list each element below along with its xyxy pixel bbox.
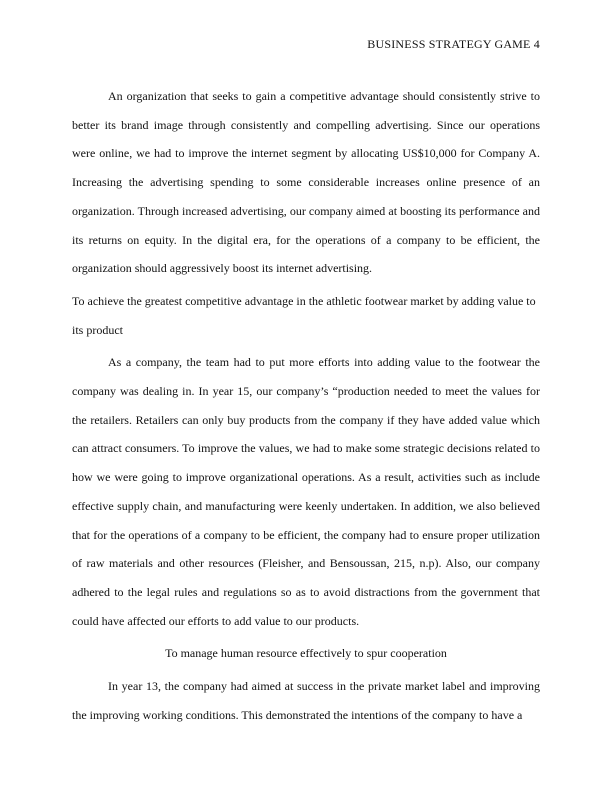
document-body <box>72 82 540 729</box>
paragraph-advertising: An organization that seeks to gain a competitive advantage should consistently strive to better its brand image through consistently and compelling advertising. Since our operations were online, we had to improve the internet segment by allocating US$10,000 for Company A. Increasing the advertising spending to some considerable increases online presence of an organization. Through increased advertising, our company aimed at boosting its performance and its returns on equity. In the digital era, for the operations of a company to be efficient, the organization should aggressively boost its internet advertising. <box>72 89 540 276</box>
section-heading-human-resource: To manage human resource effectively to spur cooperation <box>165 646 447 661</box>
paragraph-year-13: In year 13, the company had aimed at success in the private market label and improving the improving working conditions. This demonstrated the intentions of the company to have a <box>72 679 540 722</box>
paragraph-adding-value: As a company, the team had to put more efforts into adding value to the footwear the company was dealing in. In year 15, our company’s “production needed to meet the values for the retailers. Retailers can only buy products from the company if they have added value which can attract consumers. To improve the values, we had to make some strategic decisions related to how we were going to improve organizational operations. As a result, activities such as include effective supply chain, and manufacturing were keenly undertaken. In addition, we also believed that for the operations of a company to be efficient, the company had to ensure proper utilization of raw materials and other resources (Fleisher, and Bensoussan, 215, n.p). Also, our company adhered to the legal rules and regulations so as to avoid distractions from the government that could have affected our efforts to add value to our products. <box>72 355 540 628</box>
running-head: BUSINESS STRATEGY GAME 4 <box>367 37 540 51</box>
section-heading-competitive-advantage: To achieve the greatest competitive advantage in the athletic footwear market by adding value to its product <box>72 293 536 337</box>
